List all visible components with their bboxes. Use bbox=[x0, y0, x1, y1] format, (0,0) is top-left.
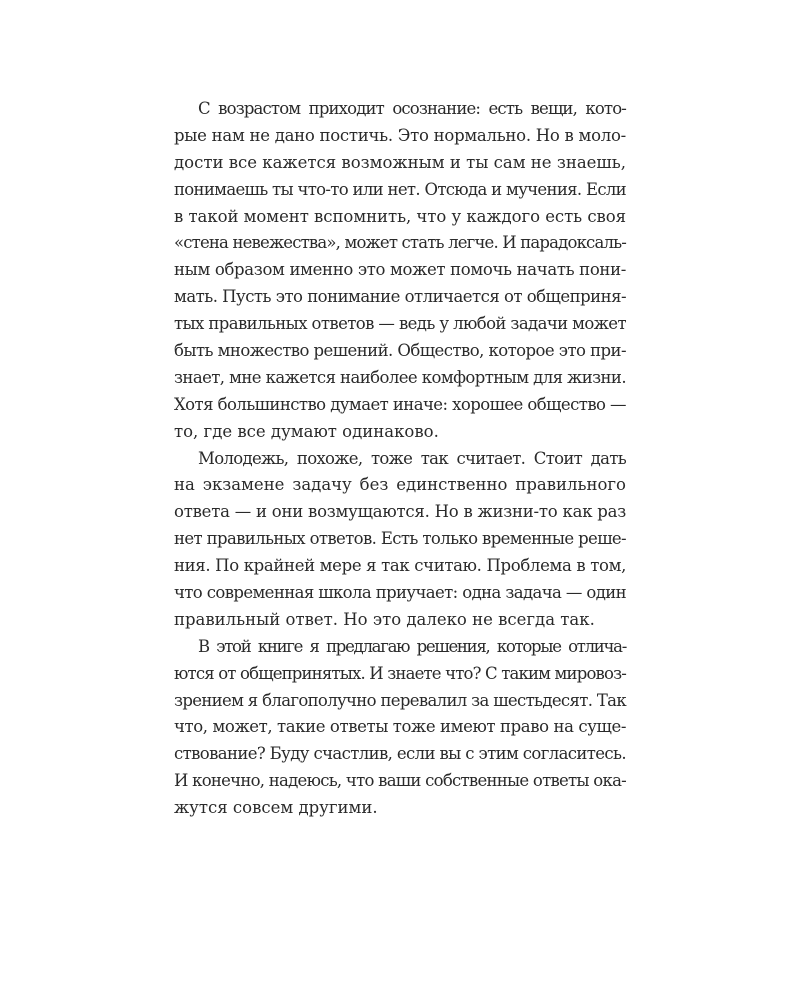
text-line: на экзамене задачу без единственно правильного bbox=[174, 475, 626, 495]
text-line: ния. По крайней мере я так считаю. Проблема в том, bbox=[174, 556, 626, 576]
text-line: что современная школа приучает: одна задача — один bbox=[174, 583, 626, 603]
paragraph-2 bbox=[174, 446, 626, 634]
text-line: С возрастом приходит осознание: есть вещи, кото- bbox=[198, 99, 626, 118]
text-line: ются от общепринятых. И знаете что? С таким мировоз- bbox=[174, 663, 626, 683]
body-text bbox=[174, 96, 626, 822]
text-line: тых правильных ответов — ведь у любой задачи может bbox=[174, 314, 626, 334]
text-line: В этой книге я предлагаю решения, которые отлича- bbox=[198, 636, 626, 656]
text-line: быть множество решений. Общество, которое это при- bbox=[174, 341, 626, 361]
paragraph-3 bbox=[174, 634, 626, 822]
text-line: понимаешь ты что-то или нет. Отсюда и мучения. Если bbox=[174, 179, 626, 199]
paragraph-1 bbox=[174, 96, 626, 446]
text-line: «стена невежества», может стать легче. И парадоксаль- bbox=[174, 233, 626, 253]
text-line: ствование? Буду счастлив, если вы с этим согласитесь. bbox=[174, 744, 627, 764]
text-line: нет правильных ответов. Есть только временные реше- bbox=[174, 529, 626, 549]
text-line: в такой момент вспомнить, что у каждого есть своя bbox=[174, 206, 627, 226]
text-line: ным образом именно это может помочь начать пони- bbox=[174, 260, 626, 280]
text-line: Молодежь, похоже, тоже так считает. Стоит дать bbox=[198, 448, 626, 468]
text-line: И конечно, надеюсь, что ваши собственные ответы ока- bbox=[174, 771, 626, 791]
text-line: правильный ответ. Но это далеко не всегда так. bbox=[174, 609, 595, 629]
text-line: рые нам не дано постичь. Это нормально. Но в моло- bbox=[174, 125, 626, 145]
text-line: что, может, такие ответы тоже имеют право на суще- bbox=[174, 717, 627, 737]
text-line: Хотя большинство думает иначе: хорошее общество — bbox=[174, 394, 626, 414]
text-line: жутся совсем другими. bbox=[174, 798, 378, 818]
text-line: то, где все думают одинаково. bbox=[174, 421, 439, 441]
text-line: ответа — и они возмущаются. Но в жизни-то как раз bbox=[174, 502, 627, 522]
text-line: зрением я благополучно перевалил за шестьдесят. Так bbox=[174, 690, 626, 710]
text-line: знает, мне кажется наиболее комфортным для жизни. bbox=[174, 367, 627, 387]
text-line: мать. Пусть это понимание отличается от общеприня- bbox=[174, 287, 627, 307]
text-line: дости все кажется возможным и ты сам не знаешь, bbox=[174, 152, 626, 172]
